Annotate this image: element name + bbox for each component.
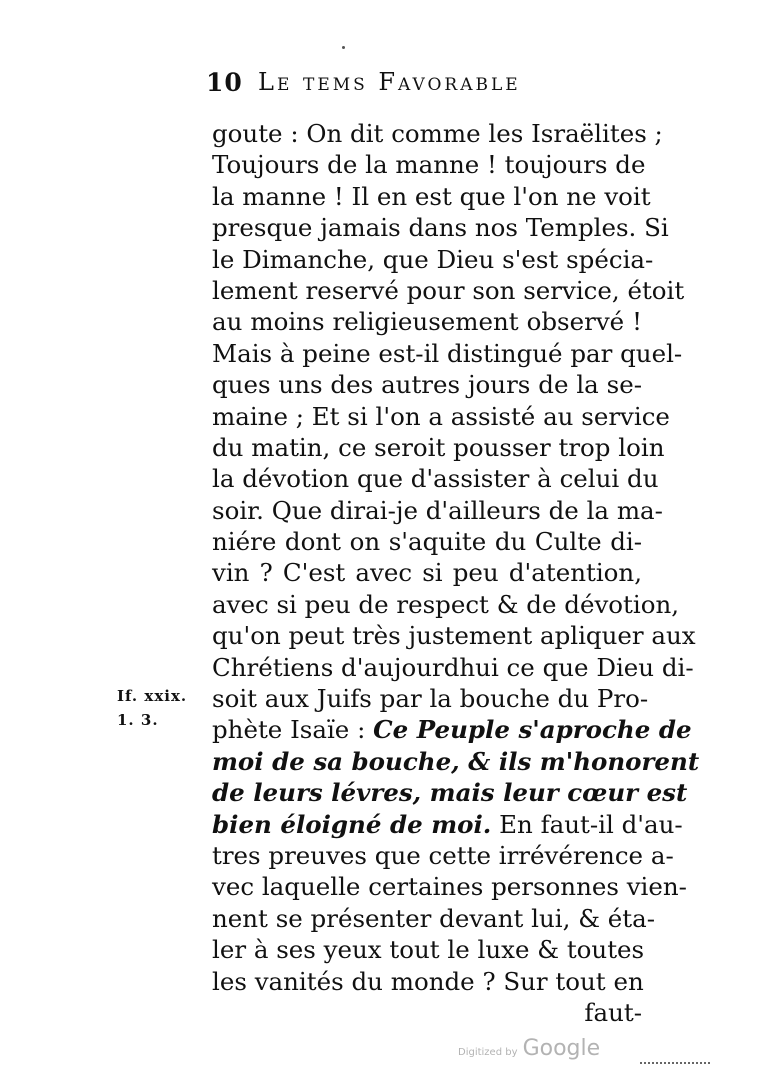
text-line: soit aux Juifs par la bouche du Pro- <box>212 684 649 714</box>
text-line: avec si peu de respect & de dévotion, <box>212 589 680 619</box>
text-line: lement reservé pour son service, étoit <box>212 275 685 305</box>
text-line: vin ? C'est avec si peu d'atention, <box>212 558 642 588</box>
margin-reference-verse: 1. 3. <box>117 711 159 729</box>
text-line-quotation-start <box>212 714 692 745</box>
text-line: la manne ! Il en est que l'on ne voit <box>212 181 651 211</box>
text-line: la dévotion que d'assister à celui du <box>212 464 659 494</box>
text-line: Mais à peine est-il distingué par quel- <box>212 338 683 368</box>
page-header <box>206 68 646 108</box>
digitization-watermark <box>458 1036 600 1061</box>
page-number: 10 <box>206 68 243 97</box>
text-line: nent se présenter devant lui, & éta- <box>212 903 656 933</box>
quotation-line: de leurs lévres, mais leur cœur est <box>212 778 688 808</box>
text-line: vec laquelle certaines personnes vien- <box>212 872 687 902</box>
running-title: Le tems Favorable <box>258 68 521 96</box>
text-line-quotation-end <box>212 809 683 840</box>
scan-noise <box>640 1062 710 1066</box>
quotation-line: moi de sa bouche, & ils m'honorent <box>212 746 700 776</box>
text-line: qu'on peut très justement apliquer aux <box>212 621 696 651</box>
text-line: Toujours de la manne ! toujours de <box>212 150 646 180</box>
text-line: Chrétiens d'aujourdhui ce que Dieu di- <box>212 652 694 682</box>
quotation-fragment: Ce Peuple s'aproche de <box>373 715 692 745</box>
text-line: presque jamais dans nos Temples. Si <box>212 213 669 243</box>
text-fragment: En faut-il d'au- <box>491 809 683 839</box>
text-line: ques uns des autres jours de la se- <box>212 370 642 400</box>
quotation-fragment: bien éloigné de moi. <box>212 809 492 839</box>
watermark-brand: Google <box>522 1036 601 1061</box>
ink-speck <box>342 46 345 49</box>
watermark-prefix: Digitized by <box>458 1047 518 1058</box>
text-line: au moins religieusement observé ! <box>212 307 642 337</box>
margin-reference-book: If. xxix. <box>117 687 188 705</box>
text-fragment: phète Isaïe : <box>212 715 374 745</box>
text-line: goute : On dit comme les Israëlites ; <box>212 119 663 148</box>
body-text <box>212 118 700 1028</box>
text-line: du matin, ce seroit pousser trop loin <box>212 432 665 462</box>
text-line: niére dont on s'aquite du Culte di- <box>212 527 642 557</box>
text-line: les vanités du monde ? Sur tout en <box>212 966 644 996</box>
text-line: ler à ses yeux tout le luxe & toutes <box>212 935 645 965</box>
catchword: faut- <box>584 997 642 1027</box>
text-line: le Dimanche, que Dieu s'est spécia- <box>212 244 654 274</box>
text-line: tres preuves que cette irrévérence a- <box>212 840 674 870</box>
margin-reference <box>117 684 207 732</box>
text-line: maine ; Et si l'on a assisté au service <box>212 401 670 431</box>
text-line: soir. Que dirai-je d'ailleurs de la ma- <box>212 495 663 525</box>
